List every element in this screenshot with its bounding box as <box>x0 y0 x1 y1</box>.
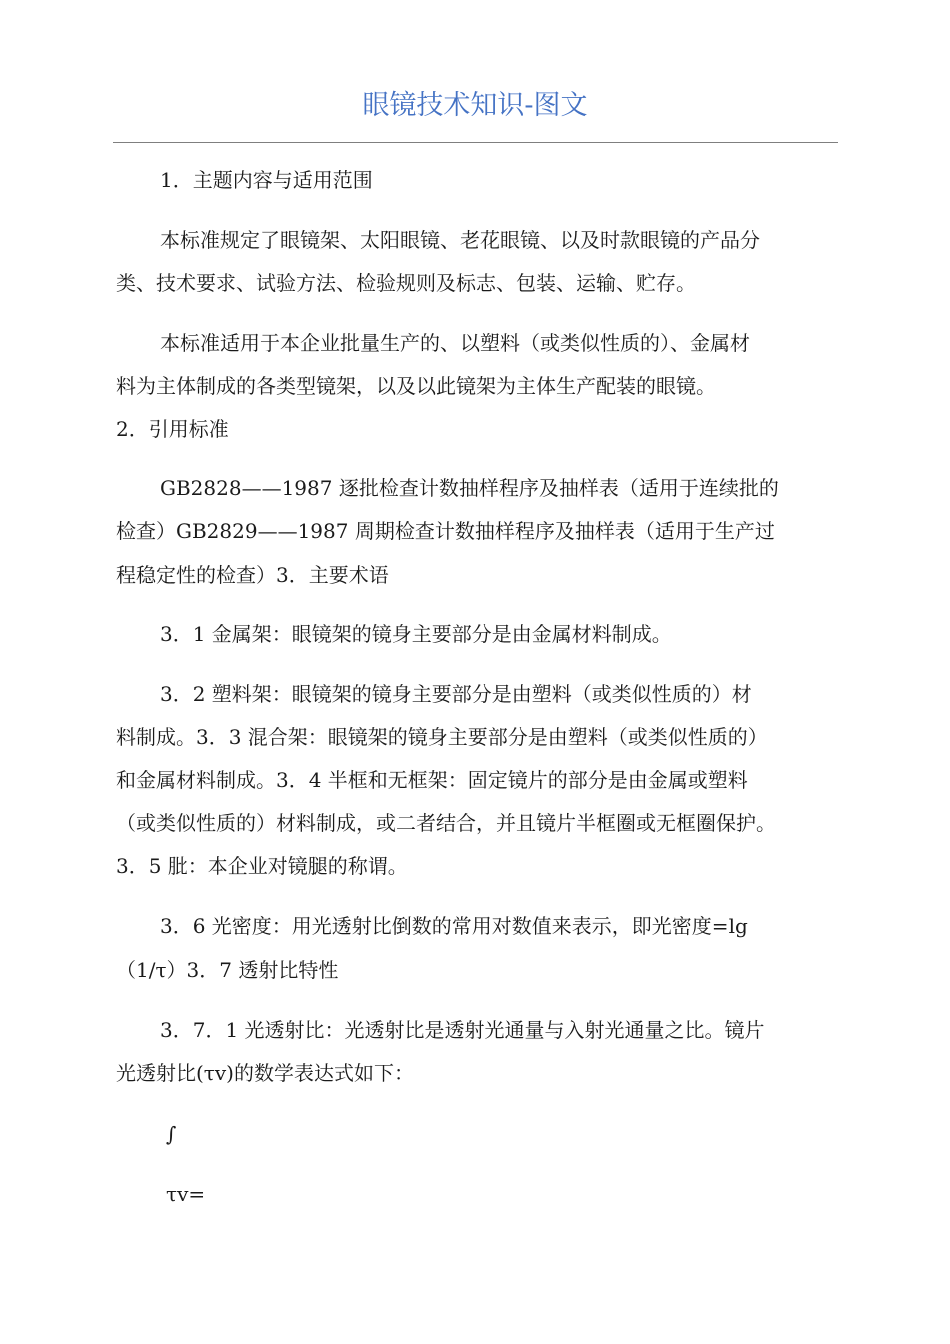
paragraph-line: 3．6 光密度：用光透射比倒数的常用对数值来表示，即光密度=lg <box>160 914 748 938</box>
document-title: 眼镜技术知识-图文 <box>362 90 588 121</box>
paragraph-line: 料制成。3．3 混合架：眼镜架的镜身主要部分是由塑料（或类似性质的） <box>116 725 768 749</box>
paragraph-line: GB2828——1987 逐批检查计数抽样程序及抽样表（适用于连续批的 <box>160 476 779 500</box>
paragraph-line: 本标准适用于本企业批量生产的、以塑料（或类似性质的）、金属材 <box>160 331 750 355</box>
section-heading: 1．主题内容与适用范围 <box>160 168 373 192</box>
paragraph-line: 3．2 塑料架：眼镜架的镜身主要部分是由塑料（或类似性质的）材 <box>160 682 752 706</box>
paragraph-line: 类、技术要求、试验方法、检验规则及标志、包装、运输、贮存。 <box>116 271 696 295</box>
formula-line: τv= <box>166 1182 206 1206</box>
paragraph-line: 料为主体制成的各类型镜架，以及以此镜架为主体生产配装的眼镜。 <box>116 374 716 398</box>
title-divider <box>113 142 838 143</box>
paragraph-line: 光透射比(τv)的数学表达式如下： <box>116 1061 414 1085</box>
paragraph-line: 3．5 肶：本企业对镜腿的称谓。 <box>116 854 408 878</box>
section-heading: 2．引用标准 <box>116 417 229 441</box>
paragraph-line: 检查）GB2829——1987 周期检查计数抽样程序及抽样表（适用于生产过 <box>116 519 775 543</box>
paragraph-line: 和金属材料制成。3．4 半框和无框架：固定镜片的部分是由金属或塑料 <box>116 768 748 792</box>
paragraph-line: 本标准规定了眼镜架、太阳眼镜、老花眼镜、以及时款眼镜的产品分 <box>160 228 760 252</box>
paragraph-line: （1/τ）3．7 透射比特性 <box>116 958 339 982</box>
paragraph-line: 3．7．1 光透射比：光透射比是透射光通量与入射光通量之比。镜片 <box>160 1018 765 1042</box>
paragraph-line: （或类似性质的）材料制成，或二者结合，并且镜片半框圈或无框圈保护。 <box>116 811 776 835</box>
integral-symbol: ∫ <box>166 1122 177 1146</box>
paragraph-line: 程稳定性的检查）3．主要术语 <box>116 563 389 587</box>
paragraph-line: 3．1 金属架：眼镜架的镜身主要部分是由金属材料制成。 <box>160 622 672 646</box>
